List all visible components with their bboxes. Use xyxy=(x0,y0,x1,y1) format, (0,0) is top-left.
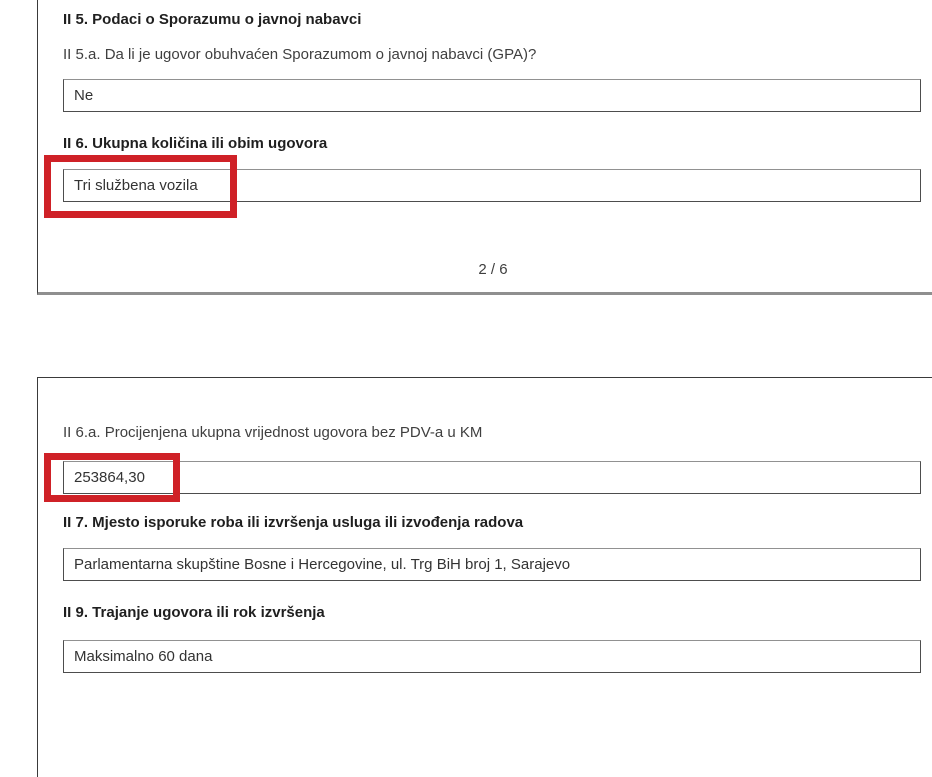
field-value-ii7: Parlamentarna skupštine Bosne i Hercegovine, ul. Trg BiH broj 1, Sarajevo xyxy=(74,556,571,573)
section-heading-ii9: II 9. Trajanje ugovora ili rok izvršenja xyxy=(63,604,325,621)
field-label-ii5a: II 5.a. Da li je ugovor obuhvaćen Sporazumom o javnoj nabavci (GPA)? xyxy=(63,46,537,63)
document-page-2 xyxy=(37,0,932,295)
field-value-ii9: Maksimalno 60 dana xyxy=(74,648,213,665)
document-page-3 xyxy=(37,377,932,777)
field-value-box-ii6[interactable] xyxy=(63,169,921,202)
section-heading-ii6: II 6. Ukupna količina ili obim ugovora xyxy=(63,135,328,152)
field-value-ii6: Tri službena vozila xyxy=(74,177,198,194)
field-value-box-ii6a[interactable] xyxy=(63,461,921,494)
field-value-box-ii9[interactable] xyxy=(63,640,921,673)
section-heading-ii5: II 5. Podaci o Sporazumu o javnoj nabavci xyxy=(63,11,362,28)
field-value-box-ii5a[interactable] xyxy=(63,79,921,112)
field-value-box-ii7[interactable] xyxy=(63,548,921,581)
field-label-ii6a: II 6.a. Procijenjena ukupna vrijednost ugovora bez PDV-a u KM xyxy=(63,424,483,441)
section-heading-ii7: II 7. Mjesto isporuke roba ili izvršenja usluga ili izvođenja radova xyxy=(63,514,524,531)
field-value-ii6a: 253864,30 xyxy=(74,469,145,486)
page-number: 2 / 6 xyxy=(478,261,508,278)
field-value-ii5a: Ne xyxy=(74,87,94,104)
